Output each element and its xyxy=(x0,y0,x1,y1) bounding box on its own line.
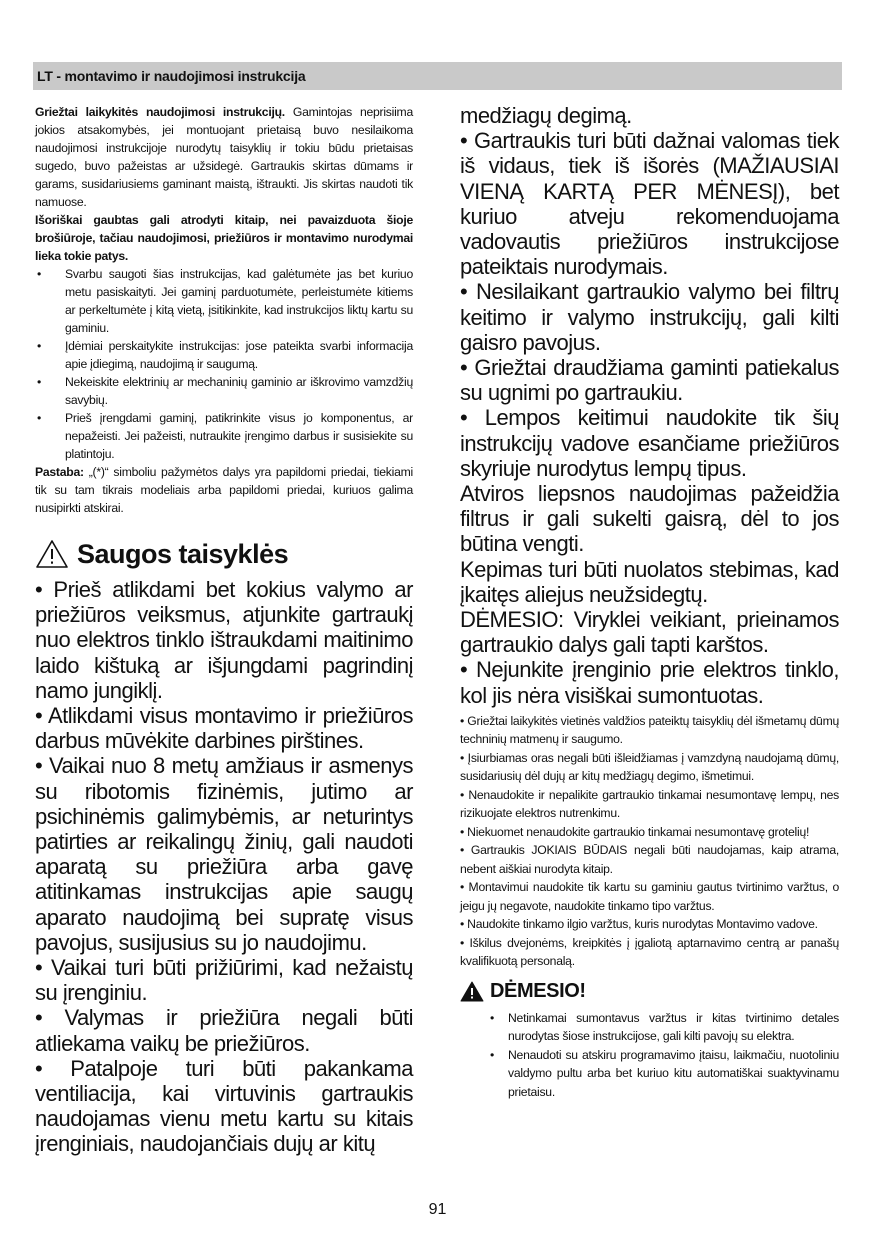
intro-bullet-list xyxy=(35,265,413,463)
small-rule: • Niekuomet nenaudokite gartraukio tinkamai nesumontavę grotelių! xyxy=(460,824,810,839)
safety-section-title xyxy=(35,537,413,571)
appearance-note: Išoriškai gaubtas gali atrodyti kitaip, nei pavaizduota šioje brošiūroje, tačiau naudojimosi, priežiūros ir montavimo nurodymai lieka tokie patys. xyxy=(35,213,413,263)
safety-rule: • Nesilaikant gartraukio valymo bei filtrų keitimo ir valymo instrukcijų, gali kilti gaisro pavojus. xyxy=(460,279,839,355)
intro-paragraph xyxy=(35,103,413,211)
safety-rule: • Nejunkite įrenginio prie elektros tinklo, kol jis nėra visiškai sumontuotas. xyxy=(460,657,839,708)
safety-rule: Kepimas turi būti nuolatos stebimas, kad įkaitęs aliejus neužsidegtų. xyxy=(460,556,839,607)
safety-rule: • Griežtai draudžiama gaminti patiekalus su ugnimi po gartraukiu. xyxy=(460,355,839,406)
small-rule: • Naudokite tinkamo ilgio varžtus, kuris nurodytas Montavimo vadove. xyxy=(460,917,818,932)
warning-triangle-outline-icon xyxy=(35,539,69,569)
list-item: • Nenaudoti su atskiru programavimo įtaisu, laikmačiu, nuotoliniu valdymo pultu arba bet kuriuo kitu automatiškai suaktyvinamu prietaisu. xyxy=(490,1047,839,1099)
safety-rule: • Valymas ir priežiūra negali būti atliekama vaikų be priežiūros. xyxy=(35,1005,413,1056)
intro-text: Gamintojas neprisiima jokios atsakomybės, jei montuojant prietaisą buvo nesilaikoma naudojimosi instrukcijoje nurodytų taisyklių ir tokiu būdu prietaisas sugedo, buvo pažeistas ar užsidegė. Gartraukis skirtas dūmams ir garams, susidariusiems gaminant maistą, ištraukti. Jis skirtas naudoti tik namuose. xyxy=(35,105,413,209)
section-title-text: Saugos taisyklės xyxy=(77,538,289,569)
safety-rule: medžiagų degimą. xyxy=(460,103,632,128)
small-rule: • Griežtai laikykitės vietinės valdžios pateiktų taisyklių dėl išmetamų dūmų techninių matmenų ir saugumo. xyxy=(460,713,839,747)
list-item: • Prieš įrengdami gaminį, patikrinkite visus jo komponentus, ar nepažeisti. Jei pažeisti, nutraukite įrengimo darbus ir susisiekite su platintoju. xyxy=(37,411,413,461)
safety-rule: • Gartraukis turi būti dažnai valomas tiek iš vidaus, tiek iš išorės (MAŽIAUSIAI VIENĄ KARTĄ PER MĖNESĮ), bet kuriuo atveju rekomenduojama vadovautis priežiūros instrukcijose pateiktais nurodymais. xyxy=(460,128,839,280)
small-rule: • Montavimui naudokite tik kartu su gaminiu gautus tvirtinimo varžtus, o jeigu jų negavote, naudokite tinkamo tipo varžtus. xyxy=(460,880,839,913)
note-label: Pastaba: xyxy=(35,465,84,479)
attention-title: DĖMESIO! xyxy=(490,980,586,1003)
safety-rule: • Lempos keitimui naudokite tik šių instrukcijų vadove esančiame priežiūros skyriuje nurodytus lempų tipus. xyxy=(460,405,839,481)
page-number: 91 xyxy=(428,1201,447,1218)
list-item: • Įdėmiai perskaitykite instrukcijas: jose pateikta svarbi informacija apie įdiegimą, naudojimą ir saugumą. xyxy=(37,339,413,371)
safety-rule: • Prieš atlikdami bet kokius valymo ar priežiūros veiksmus, atjunkite gartraukį nuo elektros tinklo ištraukdami maitinimo laido kištuką ar išjungdami pagrindinį namo jungiklį. xyxy=(35,577,413,703)
attention-list xyxy=(460,1009,839,1102)
list-item: • Netinkamai sumontavus varžtus ir kitas tvirtinimo detales nurodytas šiose instrukcijose, gali kilti pavojų su elektra. xyxy=(490,1010,839,1044)
safety-rules-left xyxy=(35,577,413,1157)
safety-rule: • Patalpoje turi būti pakankama ventiliacija, kai virtuvinis gartraukis naudojamas vienu metu kartu su kitais įrenginiais, naudojančiais dujų ar kitų xyxy=(35,1055,413,1157)
safety-rule: • Vaikai nuo 8 metų amžiaus ir asmenys su ribotomis fizinėmis, jutimo ar psichinėmis galimybėmis, ar neturintys patirties ar reikalingų žinių, gali naudoti aparatą su priežiūra arba gavę atitinkamas instrukcijas apie saugų aparato naudojimą bei supratę visus pavojus, susijusius su jo naudojimu. xyxy=(35,753,413,955)
section-header-bar xyxy=(33,62,842,90)
right-column xyxy=(460,103,839,1101)
safety-rules-right xyxy=(460,103,839,708)
warning-triangle-solid-icon xyxy=(460,981,484,1002)
small-rule: • Įsiurbiamas oras negali būti išleidžiamas į vamzdyną naudojamą dūmų, susidariusių dėl dujų ar kitų medžiagų degimo, išmetimui. xyxy=(460,750,839,784)
intro-bold: Griežtai laikykitės naudojimosi instrukcijų. xyxy=(35,105,285,119)
list-item: • Nekeiskite elektrinių ar mechaninių gaminio ar iškrovimo vamzdžių savybių. xyxy=(37,375,413,407)
note-paragraph xyxy=(35,463,413,517)
safety-rule: • Vaikai turi būti prižiūrimi, kad nežaistų su įrenginiu. xyxy=(35,955,413,1006)
attention-heading xyxy=(460,979,839,1005)
small-rules-right xyxy=(460,712,839,971)
small-rule: • Iškilus dvejonėms, kreipkitės į įgaliotą aptarnavimo centrą ar panašų kvalifikuotą personalą. xyxy=(460,935,839,969)
small-rule: • Nenaudokite ir nepalikite gartraukio tinkamai nesumontavę lempų, nes rizikuojate elektros nutrenkimu. xyxy=(460,787,839,821)
safety-rule: Atviros liepsnos naudojimas pažeidžia filtrus ir gali sukelti gaisrą, dėl to jos būtina vengti. xyxy=(460,481,839,557)
safety-rule: DĖMESIO: Viryklei veikiant, prieinamos gartraukio dalys gali tapti karštos. xyxy=(460,607,839,658)
left-column xyxy=(35,103,413,1157)
small-rule: • Gartraukis JOKIAIS BŪDAIS negali būti naudojamas, kaip atrama, nebent aiškiai nurodyta kitaip. xyxy=(460,843,839,876)
list-item: • Svarbu saugoti šias instrukcijas, kad galėtumėte jas bet kuriuo metu pasiskaityti. Jei gaminį parduotumėte, perleistumėte kitiems ar perkeltumėte į kitą vietą, įsitikinkite, kad instrukcijos liktų kartu su gaminiu. xyxy=(37,267,413,335)
note-text: „(*)“ simboliu pažymėtos dalys yra papildomi priedai, tiekiami tik su tam tikrais modeliais arba papildomi priedai, kuriuos galima nusipirkti atskirai. xyxy=(35,465,413,515)
safety-rule: • Atlikdami visus montavimo ir priežiūros darbus mūvėkite darbines pirštines. xyxy=(35,703,413,754)
header-title: LT - montavimo ir naudojimosi instrukcija xyxy=(37,68,306,84)
